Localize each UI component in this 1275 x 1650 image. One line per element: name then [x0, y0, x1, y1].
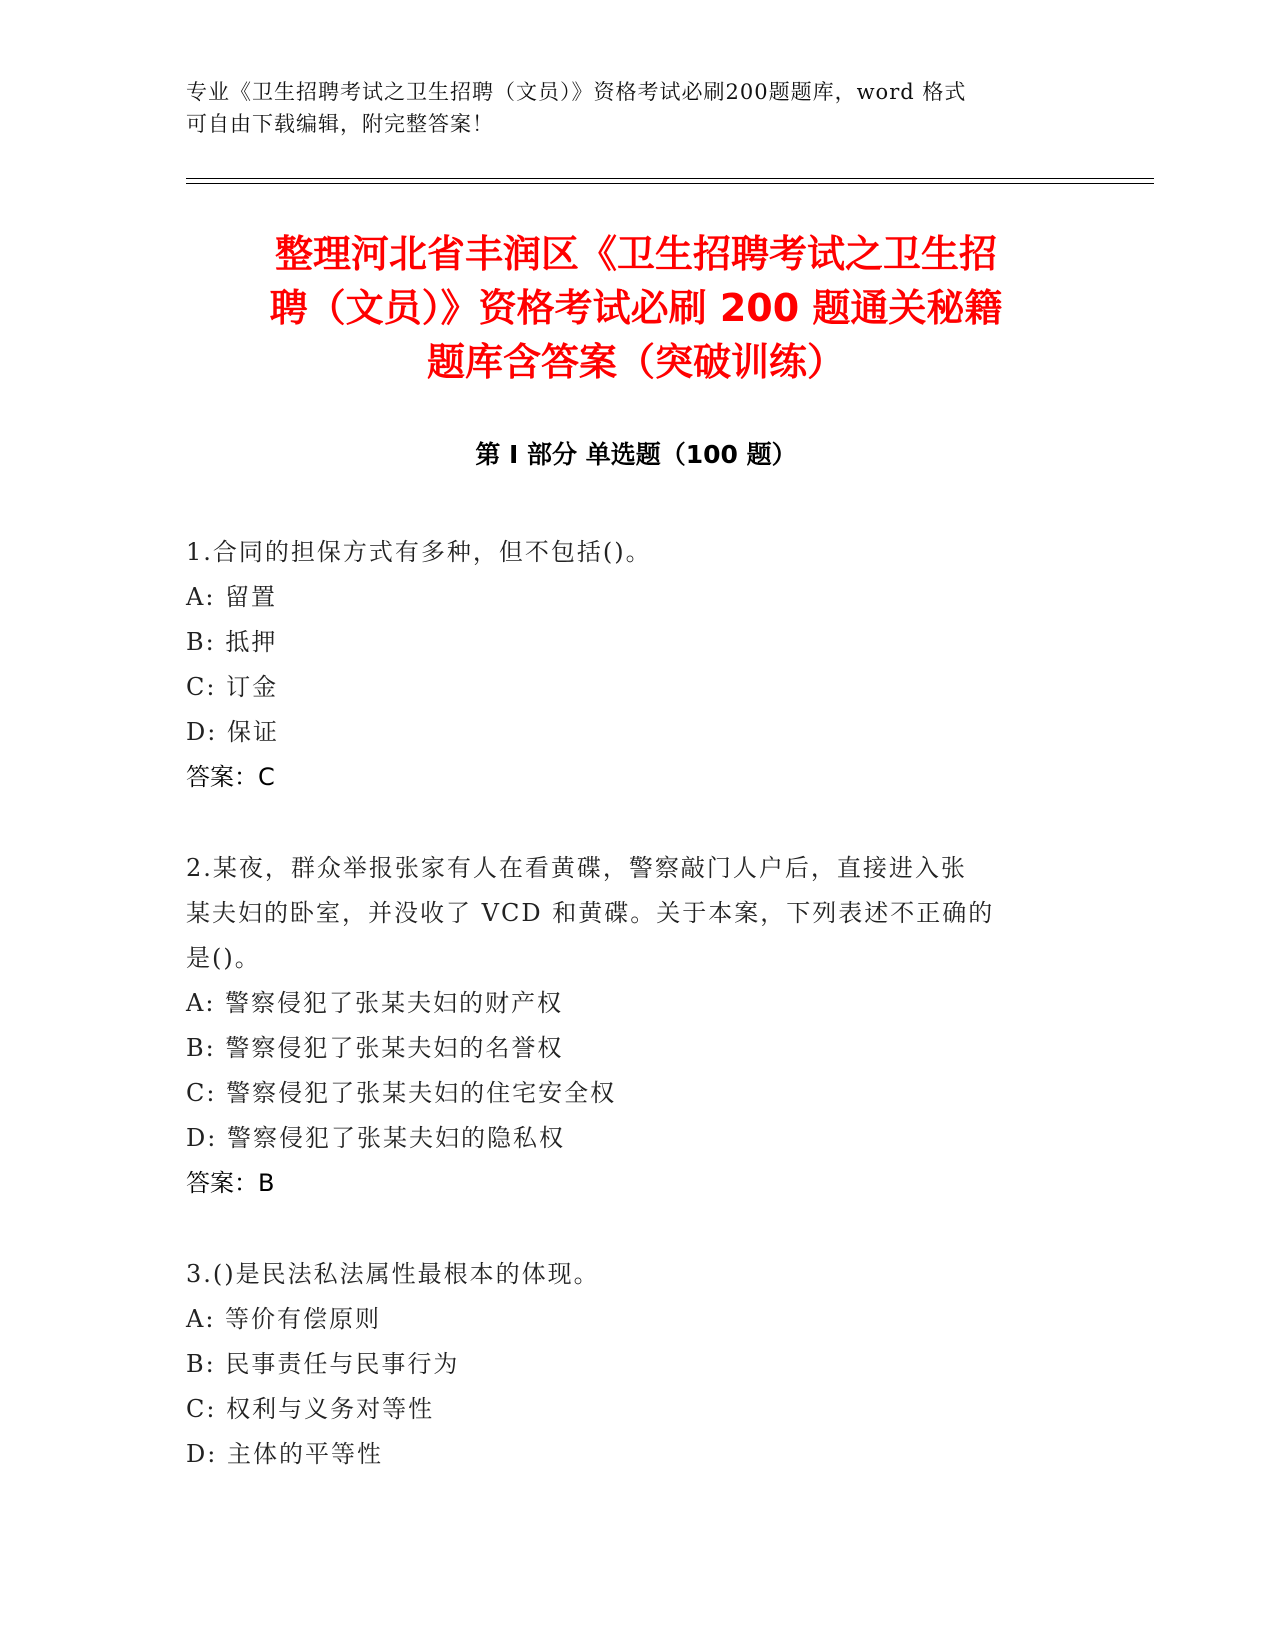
question-stem: 某夫妇的卧室，并没收了 VCD 和黄碟。关于本案，下列表述不正确的 — [186, 899, 995, 927]
question-item — [186, 530, 1066, 800]
answer-option: B: 警察侵犯了张某夫妇的名誉权 — [186, 1034, 564, 1062]
question-stem: 是()。 — [186, 944, 261, 972]
header-rule-top — [186, 178, 1154, 179]
title-line-2: 聘（文员）》资格考试必刷 200 题通关秘籍 — [269, 286, 1003, 330]
title-line-1: 整理河北省丰润区《卫生招聘考试之卫生招 — [274, 232, 997, 276]
question-item — [186, 1252, 1066, 1477]
answer-option: D: 主体的平等性 — [186, 1440, 383, 1468]
answer-key: 答案：B — [186, 1169, 275, 1197]
answer-option: B: 抵押 — [186, 628, 278, 656]
answer-key: 答案：C — [186, 763, 275, 791]
intro-line-1: 专业《卫生招聘考试之卫生招聘（文员）》资格考试必刷200题题库，word 格式 — [186, 80, 967, 104]
question-stem: 3.()是民法私法属性最根本的体现。 — [186, 1260, 600, 1288]
header-rule-bottom — [186, 183, 1154, 184]
answer-option: B: 民事责任与民事行为 — [186, 1350, 460, 1378]
answer-option: D: 保证 — [186, 718, 279, 746]
question-stem: 1.合同的担保方式有多种，但不包括()。 — [186, 538, 652, 566]
answer-option: C: 权利与义务对等性 — [186, 1395, 435, 1423]
document-title — [186, 227, 1086, 389]
question-item — [186, 846, 1066, 1206]
answer-option: D: 警察侵犯了张某夫妇的隐私权 — [186, 1124, 565, 1152]
answer-option: C: 警察侵犯了张某夫妇的住宅安全权 — [186, 1079, 617, 1107]
document-intro — [186, 76, 1066, 140]
answer-option: A: 警察侵犯了张某夫妇的财产权 — [186, 989, 564, 1017]
question-stem: 2.某夜，群众举报张家有人在看黄碟，警察敲门人户后，直接进入张 — [186, 854, 967, 882]
title-line-3: 题库含答案（突破训练） — [426, 340, 845, 384]
section-title: 第 I 部分 单选题（100 题） — [475, 440, 797, 469]
answer-option: A: 等价有偿原则 — [186, 1305, 382, 1333]
intro-line-2: 可自由下载编辑，附完整答案！ — [186, 112, 494, 136]
question-list — [186, 530, 1066, 1523]
answer-option: C: 订金 — [186, 673, 279, 701]
answer-option: A: 留置 — [186, 583, 278, 611]
